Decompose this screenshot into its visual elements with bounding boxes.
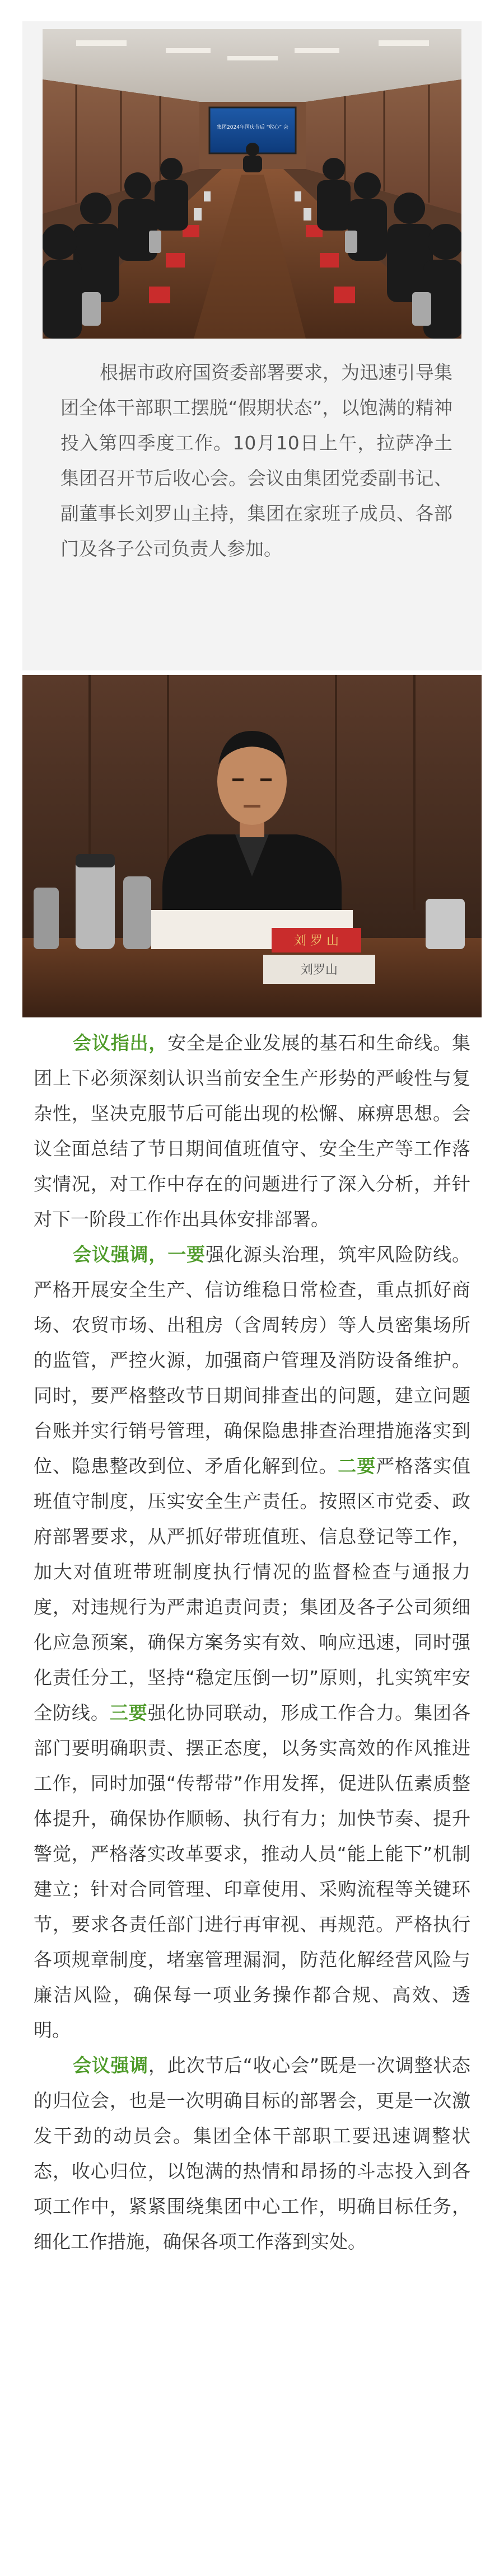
nameplate-front: 刘罗山: [300, 963, 338, 977]
speaker-photo: [22, 675, 482, 1017]
label-second: 二要: [338, 1455, 376, 1477]
paragraph-text: 安全是企业发展的基石和生命线。集团上下必须深刻认识当前安全生产形势的严峻性与复杂性，坚决克服节后可能出现的松懈、麻痹思想。会议全面总结了节日期间值班值守、安全生产等工作落实情况，对工作中存在的问题进行了深入分析，并针对下一阶段工作作出具体安排部署。: [34, 1032, 471, 1230]
nameplate-top: 刘 罗 山: [294, 934, 339, 948]
label-first: 一要: [167, 1244, 206, 1265]
intro-paragraph: 根据市政府国资委部署要求，为迅速引导集团全体干部职工摆脱“假期状态”，以饱满的精神投入第四季度工作。10月10日上午，拉萨净土集团召开节后收心会。会议由集团党委副书记、副董事长刘罗山主持，集团在家班子成员、各部门及各子公司负责人参加。: [60, 362, 452, 560]
paragraph-meeting-emphasized: [34, 1237, 470, 2048]
lead-meeting-pointed-out: 会议指出，: [73, 1032, 168, 1054]
meeting-room-photo: [43, 29, 461, 339]
paragraph-text: ，此次节后“收心会”既是一次调整状态的归位会，也是一次明确目标的部署会，更是一次激发干劲的动员会。集团全体干部职工要迅速调整状态，收心归位，以饱满的热情和昂扬的斗志投入到各项工作中，紧紧围绕集团中心工作，明确目标任务，细化工作措施，确保各项工作落到实处。: [34, 2054, 470, 2253]
screen-title: 集团2024年国庆节后 “收心” 会: [217, 125, 288, 130]
lead-meeting-closing: 会议强调: [73, 2054, 149, 2076]
label-third: 三要: [109, 1702, 148, 1724]
paragraph-text: 强化协同联动，形成工作合力。集团各部门要明确职责、摆正态度，以务实高效的作风推进工作，同时加强“传帮带”作用发挥，促进队伍素质整体提升，确保协作顺畅、执行有力；加快节奏、提升警觉，严格落实改革要求，推动人员“能上能下”机制建立；针对合同管理、印章使用、采购流程等关键环节，要求各责任部门进行再审视、再规范。严格执行各项规章制度，堵塞管理漏洞，防范化解经营风险与廉洁风险，确保每一项业务操作都合规、高效、透明。: [34, 1702, 471, 2041]
intro-card: [22, 21, 482, 670]
paragraph-text: 严格落实值班值守制度，压实安全生产责任。按照区市党委、政府部署要求，从严抓好带班值班、信息登记等工作，加大对值班带班制度执行情况的监督检查与通报力度，对违规行为严肃追责问责；集团及各子公司须细化应急预案，确保方案务实有效、响应迅速，同时强化责任分工，坚持“稳定压倒一切”原则，扎实筑牢安全防线。: [34, 1455, 471, 1724]
paragraph-meeting-pointed-out: [34, 1025, 470, 1237]
paragraph-meeting-closing: [34, 2048, 470, 2259]
article-body: [34, 1025, 470, 2259]
lead-meeting-emphasized: 会议强调，: [73, 1244, 168, 1265]
paragraph-text: 强化源头治理，筑牢风险防线。严格开展安全生产、信访维稳日常检查，重点抓好商场、农贸市场、出租房（含周转房）等人员密集场所的监管，严控火源，加强商户管理及消防设备维护。同时，要严格整改节日期间排查出的问题，建立问题台账并实行销号管理，确保隐患排查治理措施落实到位、隐患整改到位、矛盾化解到位。: [34, 1244, 471, 1477]
